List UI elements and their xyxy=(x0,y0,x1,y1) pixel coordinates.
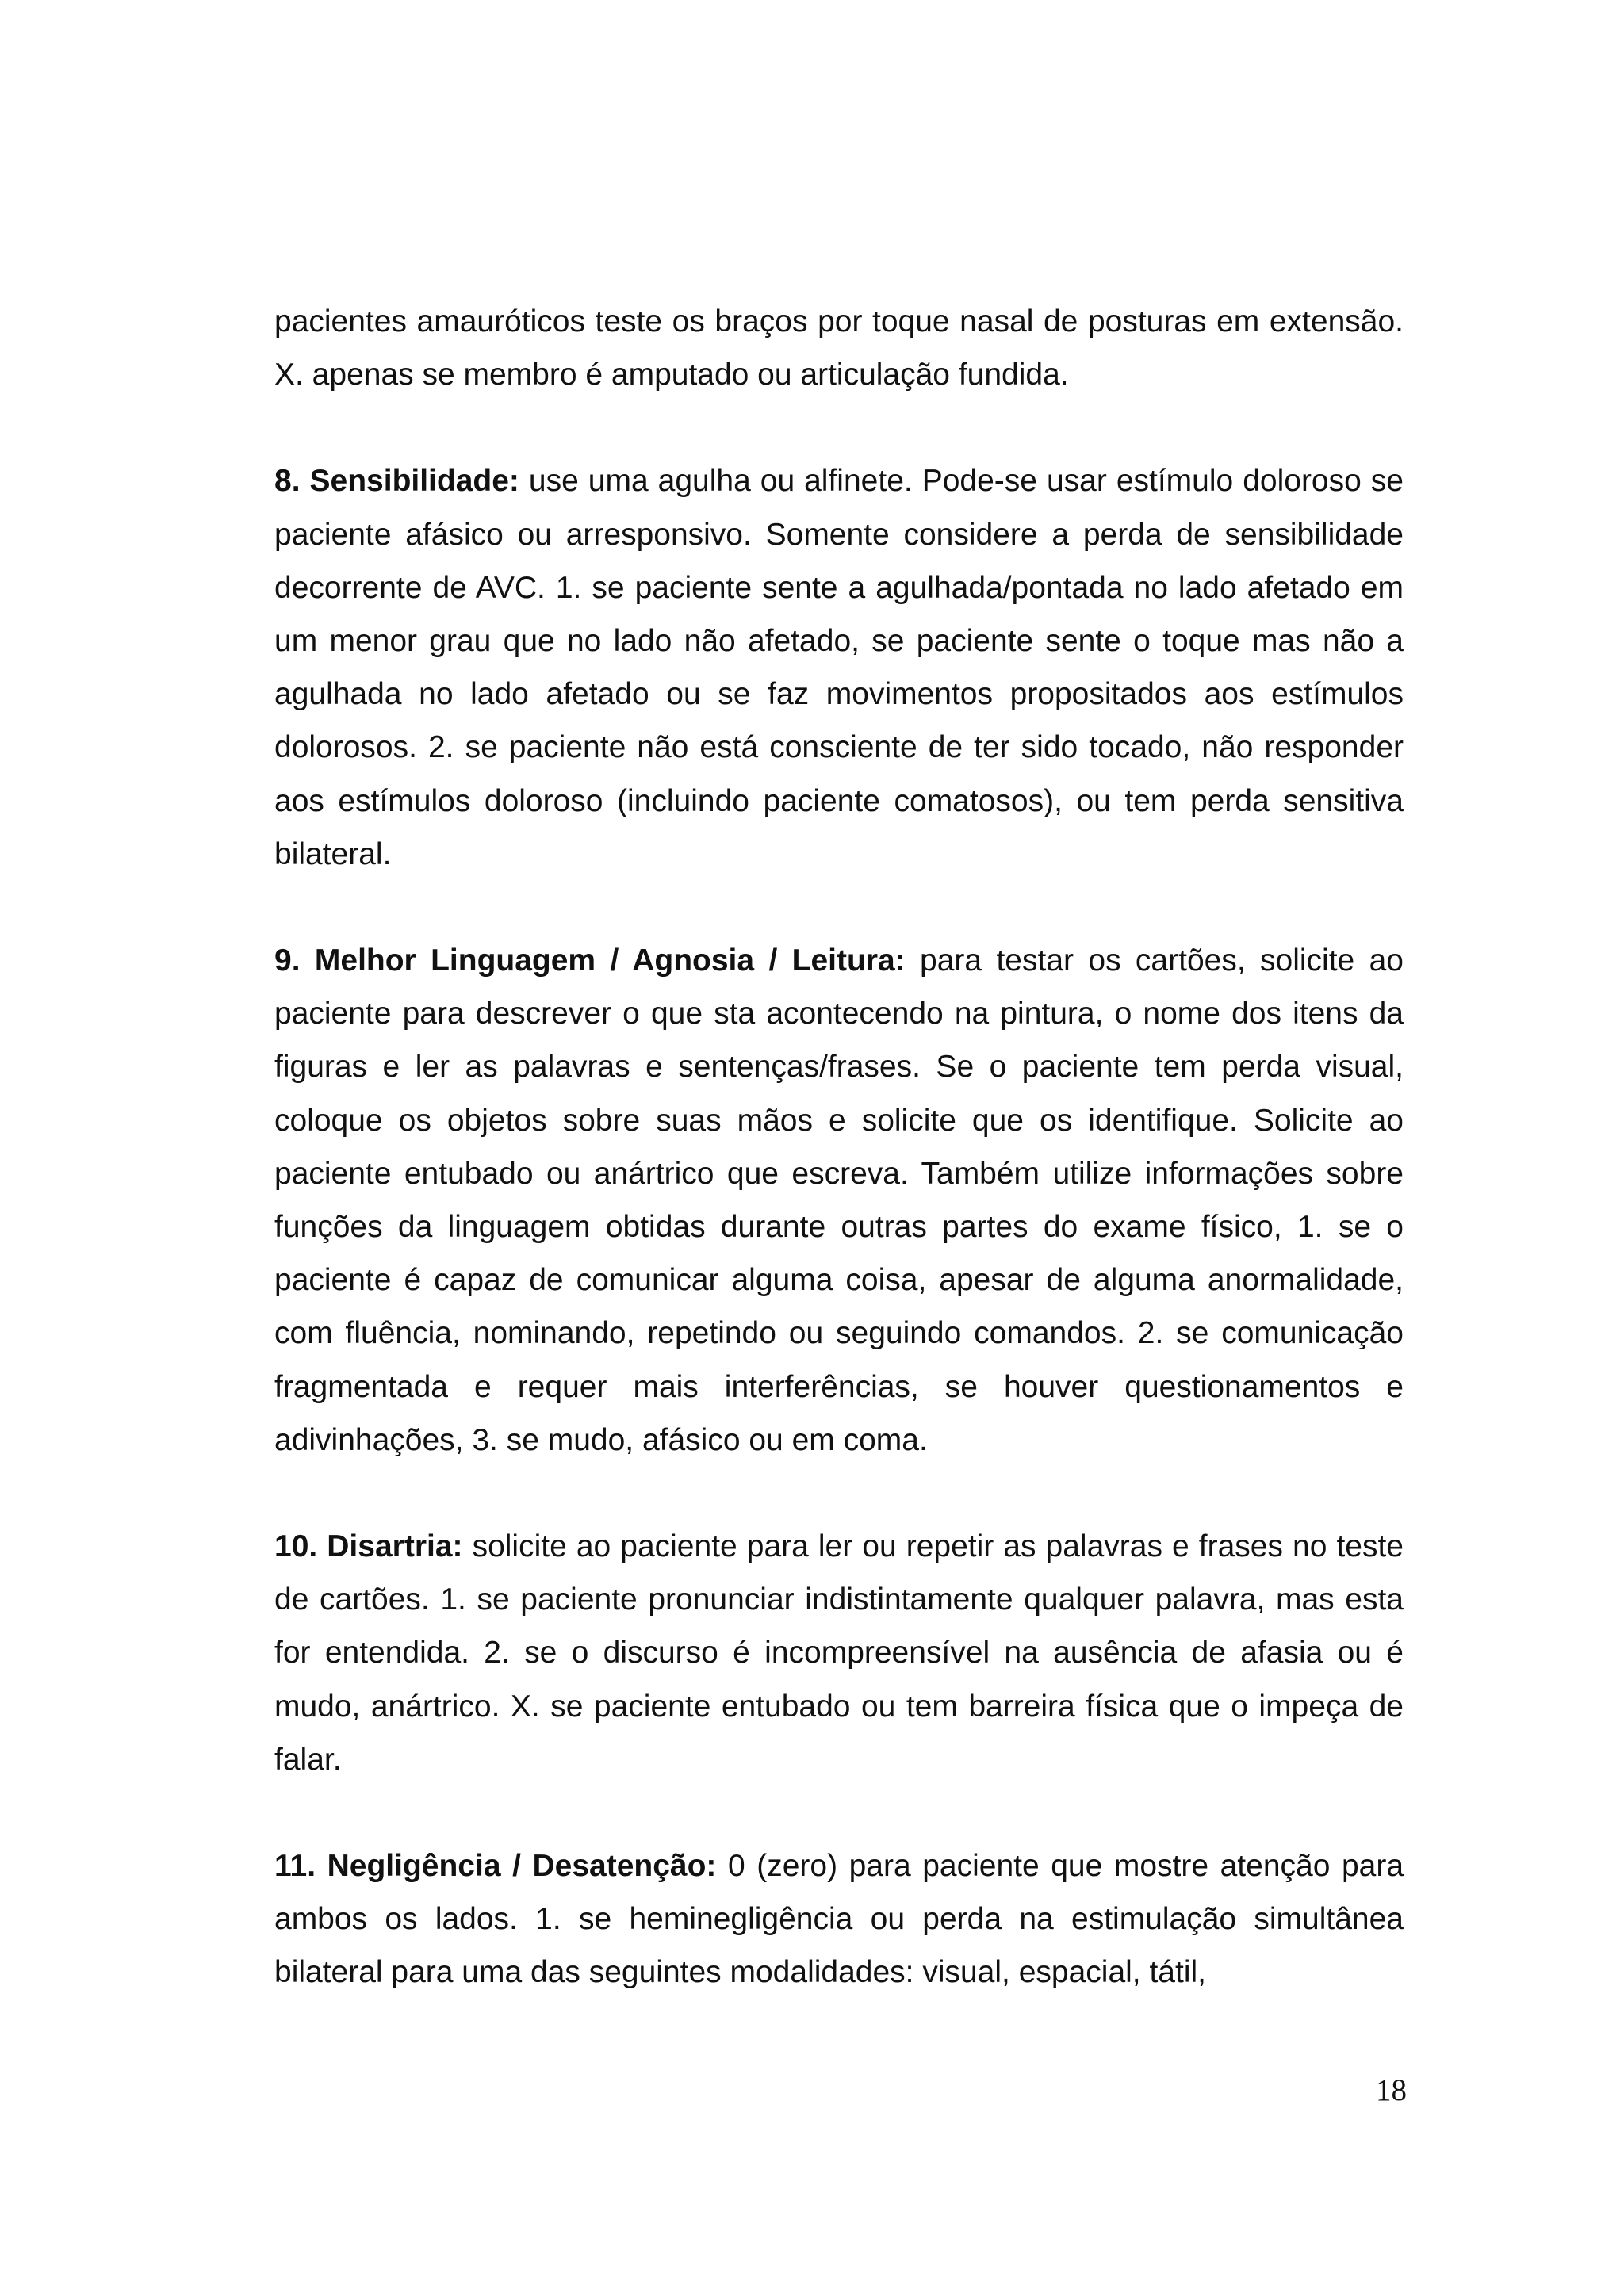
paragraph-text: 0 (zero) para paciente que mostre atenção para ambos os lados. 1. se heminegligência ou perda na estimulação simultânea bilateral para uma das seguintes modalidades: visual, espacial, tátil, xyxy=(274,1849,1404,1990)
paragraph-text: use uma agulha ou alfinete. Pode-se usar estímulo doloroso se paciente afásico ou arresponsivo. Somente considere a perda de sensibilidade decorrente de AVC. 1. se paciente sente a agulhada/pontada no lado afetado em um menor grau que no lado não afetado, se paciente sente o toque mas não a agulhada no lado afetado ou se faz movimentos propositados aos estímulos dolorosos. 2. se paciente não está consciente de ter sido tocado, não responder aos estímulos doloroso (incluindo paciente comatosos), ou tem perda sensitiva bilateral. xyxy=(274,464,1404,871)
paragraph-spacer xyxy=(274,401,1404,454)
section-heading: 9. Melhor Linguagem / Agnosia / Leitura: xyxy=(274,943,906,978)
paragraph-text: pacientes amauróticos teste os braços por toque nasal de posturas em extensão. X. apenas se membro é amputado ou articulação fundida. xyxy=(274,304,1404,392)
paragraph-spacer xyxy=(274,1786,1404,1839)
section-heading: 8. Sensibilidade: xyxy=(274,464,519,499)
paragraph-text: solicite ao paciente para ler ou repetir as palavras e frases no teste de cartões. 1. se paciente pronunciar indistintamente qualquer palavra, mas esta for entendida. 2. se o discurso é incompreensível na ausência de afasia ou é mudo, anártrico. X. se paciente entubado ou tem barreira física que o impeça de falar. xyxy=(274,1529,1404,1777)
paragraph-text: para testar os cartões, solicite ao paciente para descrever o que sta acontecendo na pintura, o nome dos itens da figuras e ler as palavras e sentenças/frases. Se o paciente tem perda visual, coloque os objetos sobre suas mãos e solicite que os identifique. Solicite ao paciente entubado ou anártrico que escreva. Também utilize informações sobre funções da linguagem obtidas durante outras partes do exame físico, 1. se o paciente é capaz de comunicar alguma coisa, apesar de alguma anormalidade, com fluência, nominando, repetindo ou seguindo comandos. 2. se comunicação fragmentada e requer mais interferências, se houver questionamentos e adivinhações, 3. se mudo, afásico ou em coma. xyxy=(274,943,1404,1457)
paragraph-negligencia xyxy=(274,1839,1404,1999)
section-heading: 10. Disartria: xyxy=(274,1529,463,1564)
page-number: 18 xyxy=(1376,2073,1407,2107)
paragraph-disartria xyxy=(274,1520,1404,1786)
paragraph-linguagem xyxy=(274,934,1404,1467)
paragraph-spacer xyxy=(274,881,1404,934)
paragraph-continuation xyxy=(274,295,1404,401)
paragraph-sensibilidade xyxy=(274,454,1404,881)
paragraph-spacer xyxy=(274,1467,1404,1520)
section-heading: 11. Negligência / Desatenção: xyxy=(274,1849,717,1884)
body-text xyxy=(274,295,1404,1999)
